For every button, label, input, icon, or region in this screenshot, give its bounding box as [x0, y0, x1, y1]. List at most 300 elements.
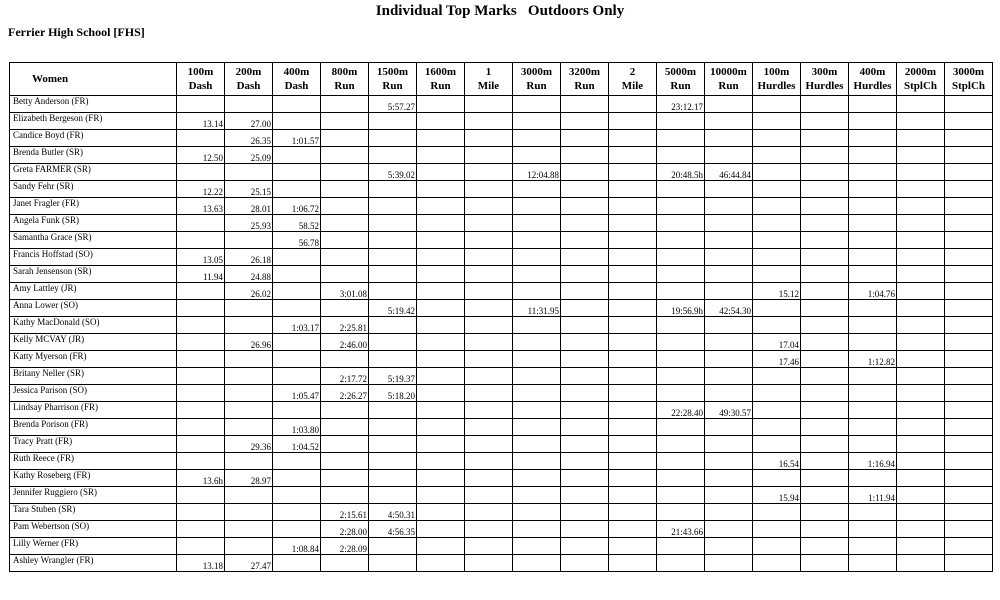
mark-cell: 17.04: [753, 334, 801, 351]
mark-cell: [465, 385, 513, 402]
mark-cell: [177, 283, 225, 300]
mark-cell: [801, 181, 849, 198]
athlete-name-cell: Tracy Pratt (FR): [10, 436, 177, 453]
mark-cell: [513, 317, 561, 334]
mark-cell: [417, 317, 465, 334]
mark-cell: [369, 402, 417, 419]
mark-cell: [417, 402, 465, 419]
mark-cell: [801, 521, 849, 538]
column-header: 1500m Run: [369, 63, 417, 96]
mark-cell: 1:08.84: [273, 538, 321, 555]
mark-cell: [513, 198, 561, 215]
table-row: [10, 487, 993, 504]
mark-cell: [849, 215, 897, 232]
mark-cell: [417, 436, 465, 453]
column-header: 300m Hurdles: [801, 63, 849, 96]
mark-cell: [465, 147, 513, 164]
mark-cell: [513, 385, 561, 402]
mark-cell: [369, 487, 417, 504]
mark-cell: [705, 96, 753, 113]
athlete-name-cell: Britany Neller (SR): [10, 368, 177, 385]
mark-cell: [753, 368, 801, 385]
mark-cell: [465, 198, 513, 215]
mark-cell: [369, 113, 417, 130]
mark-cell: [657, 147, 705, 164]
mark-cell: [897, 130, 945, 147]
table-row: [10, 130, 993, 147]
mark-cell: [945, 147, 993, 164]
mark-cell: [801, 198, 849, 215]
mark-cell: [753, 215, 801, 232]
mark-cell: [609, 351, 657, 368]
table-row: [10, 300, 993, 317]
mark-cell: 1:03.80: [273, 419, 321, 436]
table-row: [10, 181, 993, 198]
mark-cell: [705, 181, 753, 198]
table-row: [10, 555, 993, 572]
mark-cell: [945, 453, 993, 470]
mark-cell: [801, 402, 849, 419]
mark-cell: [513, 436, 561, 453]
mark-cell: [369, 334, 417, 351]
mark-cell: 49:30.57: [705, 402, 753, 419]
mark-cell: [513, 351, 561, 368]
mark-cell: [753, 198, 801, 215]
mark-cell: [897, 402, 945, 419]
table-row: [10, 249, 993, 266]
mark-cell: [849, 232, 897, 249]
mark-cell: [561, 266, 609, 283]
mark-cell: [705, 419, 753, 436]
mark-cell: [897, 283, 945, 300]
mark-cell: 26.35: [225, 130, 273, 147]
mark-cell: [417, 266, 465, 283]
table-row: [10, 385, 993, 402]
mark-cell: [369, 232, 417, 249]
athlete-name-cell: Janet Fragler (FR): [10, 198, 177, 215]
mark-cell: [465, 113, 513, 130]
table-row: [10, 317, 993, 334]
mark-cell: [417, 453, 465, 470]
mark-cell: 2:28.09: [321, 538, 369, 555]
mark-cell: [705, 470, 753, 487]
mark-cell: [945, 113, 993, 130]
mark-cell: [753, 147, 801, 164]
mark-cell: [801, 317, 849, 334]
mark-cell: [609, 113, 657, 130]
mark-cell: [945, 385, 993, 402]
mark-cell: [513, 249, 561, 266]
mark-cell: [897, 368, 945, 385]
mark-cell: [513, 487, 561, 504]
mark-cell: [657, 555, 705, 572]
mark-cell: [945, 96, 993, 113]
mark-cell: [513, 113, 561, 130]
athlete-name-cell: Tara Stuben (SR): [10, 504, 177, 521]
mark-cell: [897, 300, 945, 317]
mark-cell: [945, 215, 993, 232]
mark-cell: [897, 164, 945, 181]
mark-cell: [177, 453, 225, 470]
mark-cell: [417, 215, 465, 232]
mark-cell: [849, 538, 897, 555]
mark-cell: [465, 419, 513, 436]
mark-cell: [417, 181, 465, 198]
mark-cell: 1:11.94: [849, 487, 897, 504]
mark-cell: [897, 198, 945, 215]
mark-cell: [561, 385, 609, 402]
column-header: 800m Run: [321, 63, 369, 96]
mark-cell: [561, 181, 609, 198]
mark-cell: [753, 317, 801, 334]
table-row: [10, 334, 993, 351]
athlete-name-cell: Ashley Wrangler (FR): [10, 555, 177, 572]
mark-cell: [753, 181, 801, 198]
mark-cell: [849, 317, 897, 334]
column-header: 10000m Run: [705, 63, 753, 96]
mark-cell: [465, 266, 513, 283]
column-header: 3000m Run: [513, 63, 561, 96]
mark-cell: [657, 317, 705, 334]
mark-cell: [801, 504, 849, 521]
athlete-name-cell: Francis Hoffstad (SO): [10, 249, 177, 266]
mark-cell: 26.96: [225, 334, 273, 351]
mark-cell: 12.22: [177, 181, 225, 198]
mark-cell: [321, 198, 369, 215]
mark-cell: [657, 368, 705, 385]
mark-cell: [417, 521, 465, 538]
mark-cell: [177, 436, 225, 453]
mark-cell: [945, 232, 993, 249]
mark-cell: [897, 453, 945, 470]
mark-cell: 13.63: [177, 198, 225, 215]
mark-cell: [465, 283, 513, 300]
mark-cell: [753, 419, 801, 436]
athlete-name-cell: Elizabeth Bergeson (FR): [10, 113, 177, 130]
mark-cell: [321, 436, 369, 453]
mark-cell: [177, 215, 225, 232]
mark-cell: [801, 436, 849, 453]
table-body: [10, 96, 993, 572]
mark-cell: [897, 113, 945, 130]
mark-cell: [609, 266, 657, 283]
mark-cell: [321, 164, 369, 181]
mark-cell: [897, 351, 945, 368]
mark-cell: [657, 283, 705, 300]
column-header: 1600m Run: [417, 63, 465, 96]
athlete-name-cell: Jessica Parison (SO): [10, 385, 177, 402]
mark-cell: [369, 283, 417, 300]
table-row: [10, 232, 993, 249]
mark-cell: [753, 130, 801, 147]
mark-cell: [705, 504, 753, 521]
athlete-name-cell: Greta FARMER (SR): [10, 164, 177, 181]
mark-cell: [801, 351, 849, 368]
mark-cell: [945, 249, 993, 266]
mark-cell: [273, 402, 321, 419]
mark-cell: 25.93: [225, 215, 273, 232]
mark-cell: 13.18: [177, 555, 225, 572]
mark-cell: [465, 215, 513, 232]
mark-cell: 23:12.17: [657, 96, 705, 113]
mark-cell: [417, 249, 465, 266]
mark-cell: [849, 368, 897, 385]
mark-cell: [417, 538, 465, 555]
mark-cell: [705, 351, 753, 368]
mark-cell: [465, 504, 513, 521]
mark-cell: [897, 521, 945, 538]
mark-cell: [465, 555, 513, 572]
mark-cell: [513, 368, 561, 385]
table-row: [10, 504, 993, 521]
mark-cell: 15.94: [753, 487, 801, 504]
mark-cell: [273, 147, 321, 164]
mark-cell: [849, 164, 897, 181]
table-row: [10, 96, 993, 113]
mark-cell: 46:44.84: [705, 164, 753, 181]
mark-cell: [273, 96, 321, 113]
mark-cell: [897, 232, 945, 249]
top-marks-table: [9, 62, 993, 572]
mark-cell: [897, 96, 945, 113]
athlete-name-cell: Betty Anderson (FR): [10, 96, 177, 113]
mark-cell: 28.97: [225, 470, 273, 487]
mark-cell: [417, 113, 465, 130]
mark-cell: [705, 113, 753, 130]
mark-cell: [417, 351, 465, 368]
mark-cell: [321, 487, 369, 504]
mark-cell: [657, 181, 705, 198]
mark-cell: [657, 436, 705, 453]
mark-cell: [945, 419, 993, 436]
mark-cell: [273, 470, 321, 487]
mark-cell: [801, 130, 849, 147]
mark-cell: [465, 249, 513, 266]
mark-cell: [801, 419, 849, 436]
mark-cell: [945, 334, 993, 351]
table-row: [10, 147, 993, 164]
mark-cell: [705, 215, 753, 232]
mark-cell: [321, 232, 369, 249]
mark-cell: [849, 96, 897, 113]
mark-cell: [705, 198, 753, 215]
mark-cell: [561, 555, 609, 572]
column-header: 1 Mile: [465, 63, 513, 96]
mark-cell: [465, 181, 513, 198]
mark-cell: [609, 181, 657, 198]
mark-cell: [465, 232, 513, 249]
mark-cell: [177, 538, 225, 555]
mark-cell: [225, 453, 273, 470]
mark-cell: [801, 487, 849, 504]
mark-cell: [849, 130, 897, 147]
mark-cell: [561, 521, 609, 538]
table-row: [10, 453, 993, 470]
mark-cell: [705, 249, 753, 266]
mark-cell: 26.02: [225, 283, 273, 300]
mark-cell: [897, 249, 945, 266]
mark-cell: [177, 385, 225, 402]
mark-cell: [417, 283, 465, 300]
mark-cell: [609, 555, 657, 572]
mark-cell: [561, 130, 609, 147]
table-row: [10, 521, 993, 538]
column-header: 2 Mile: [609, 63, 657, 96]
mark-cell: [513, 181, 561, 198]
mark-cell: [705, 555, 753, 572]
mark-cell: [417, 504, 465, 521]
mark-cell: 2:17.72: [321, 368, 369, 385]
mark-cell: [657, 487, 705, 504]
mark-cell: 1:01.57: [273, 130, 321, 147]
mark-cell: 1:05.47: [273, 385, 321, 402]
mark-cell: [513, 555, 561, 572]
mark-cell: [657, 249, 705, 266]
mark-cell: [753, 266, 801, 283]
mark-cell: [849, 249, 897, 266]
mark-cell: [417, 130, 465, 147]
mark-cell: [417, 470, 465, 487]
mark-cell: 13.6h: [177, 470, 225, 487]
mark-cell: [801, 215, 849, 232]
mark-cell: [561, 147, 609, 164]
athlete-name-cell: Anna Lower (SO): [10, 300, 177, 317]
mark-cell: 1:04.52: [273, 436, 321, 453]
mark-cell: [801, 334, 849, 351]
column-header: 200m Dash: [225, 63, 273, 96]
mark-cell: [945, 436, 993, 453]
mark-cell: 22:28.40: [657, 402, 705, 419]
mark-cell: 5:18.20: [369, 385, 417, 402]
mark-cell: [177, 487, 225, 504]
mark-cell: 27.00: [225, 113, 273, 130]
mark-cell: [561, 232, 609, 249]
mark-cell: [945, 130, 993, 147]
mark-cell: [273, 504, 321, 521]
mark-cell: [225, 164, 273, 181]
mark-cell: [465, 402, 513, 419]
mark-cell: [369, 249, 417, 266]
mark-cell: [417, 198, 465, 215]
mark-cell: [945, 402, 993, 419]
mark-cell: [609, 283, 657, 300]
athlete-name-cell: Katty Myerson (FR): [10, 351, 177, 368]
mark-cell: [609, 147, 657, 164]
mark-cell: [609, 198, 657, 215]
mark-cell: [609, 334, 657, 351]
mark-cell: [369, 317, 417, 334]
table-row: [10, 215, 993, 232]
mark-cell: [753, 113, 801, 130]
mark-cell: [225, 351, 273, 368]
table-row: [10, 113, 993, 130]
mark-cell: [801, 113, 849, 130]
mark-cell: [705, 487, 753, 504]
mark-cell: 4:50.31: [369, 504, 417, 521]
mark-cell: [705, 130, 753, 147]
mark-cell: [369, 419, 417, 436]
mark-cell: [609, 504, 657, 521]
mark-cell: [657, 385, 705, 402]
mark-cell: [513, 504, 561, 521]
mark-cell: [945, 317, 993, 334]
mark-cell: 11:31.95: [513, 300, 561, 317]
mark-cell: [657, 538, 705, 555]
table-row: [10, 538, 993, 555]
mark-cell: [705, 317, 753, 334]
mark-cell: [177, 96, 225, 113]
mark-cell: [561, 317, 609, 334]
mark-cell: 25.09: [225, 147, 273, 164]
mark-cell: [657, 334, 705, 351]
page-title: Individual Top Marks Outdoors Only: [375, 3, 625, 19]
mark-cell: [273, 521, 321, 538]
mark-cell: [561, 402, 609, 419]
mark-cell: [417, 96, 465, 113]
mark-cell: [417, 419, 465, 436]
mark-cell: 26.18: [225, 249, 273, 266]
mark-cell: [417, 555, 465, 572]
mark-cell: [273, 555, 321, 572]
mark-cell: [849, 419, 897, 436]
mark-cell: [273, 283, 321, 300]
mark-cell: [177, 232, 225, 249]
mark-cell: [321, 130, 369, 147]
mark-cell: [513, 334, 561, 351]
mark-cell: [657, 504, 705, 521]
mark-cell: [321, 181, 369, 198]
mark-cell: [849, 181, 897, 198]
mark-cell: [849, 521, 897, 538]
athlete-name-cell: Candice Boyd (FR): [10, 130, 177, 147]
mark-cell: [849, 436, 897, 453]
mark-cell: [609, 249, 657, 266]
mark-cell: [897, 334, 945, 351]
mark-cell: [801, 96, 849, 113]
mark-cell: [561, 164, 609, 181]
mark-cell: [609, 232, 657, 249]
mark-cell: [897, 266, 945, 283]
mark-cell: [321, 470, 369, 487]
mark-cell: [801, 300, 849, 317]
mark-cell: [513, 521, 561, 538]
mark-cell: [561, 504, 609, 521]
mark-cell: [705, 368, 753, 385]
mark-cell: [897, 419, 945, 436]
athlete-name-cell: Sandy Fehr (SR): [10, 181, 177, 198]
column-header: 2000m StplCh: [897, 63, 945, 96]
athlete-name-cell: Lindsay Pharrison (FR): [10, 402, 177, 419]
mark-cell: 16.54: [753, 453, 801, 470]
mark-cell: [609, 453, 657, 470]
mark-cell: [177, 504, 225, 521]
mark-cell: [321, 215, 369, 232]
mark-cell: [417, 232, 465, 249]
mark-cell: 20:48.5h: [657, 164, 705, 181]
mark-cell: [561, 436, 609, 453]
mark-cell: [609, 419, 657, 436]
mark-cell: [273, 368, 321, 385]
mark-cell: [321, 351, 369, 368]
athlete-name-cell: Brenda Porison (FR): [10, 419, 177, 436]
mark-cell: [321, 249, 369, 266]
mark-cell: 21:43.66: [657, 521, 705, 538]
mark-cell: [225, 521, 273, 538]
mark-cell: 2:25.81: [321, 317, 369, 334]
mark-cell: [801, 164, 849, 181]
mark-cell: 3:01.08: [321, 283, 369, 300]
mark-cell: [705, 334, 753, 351]
